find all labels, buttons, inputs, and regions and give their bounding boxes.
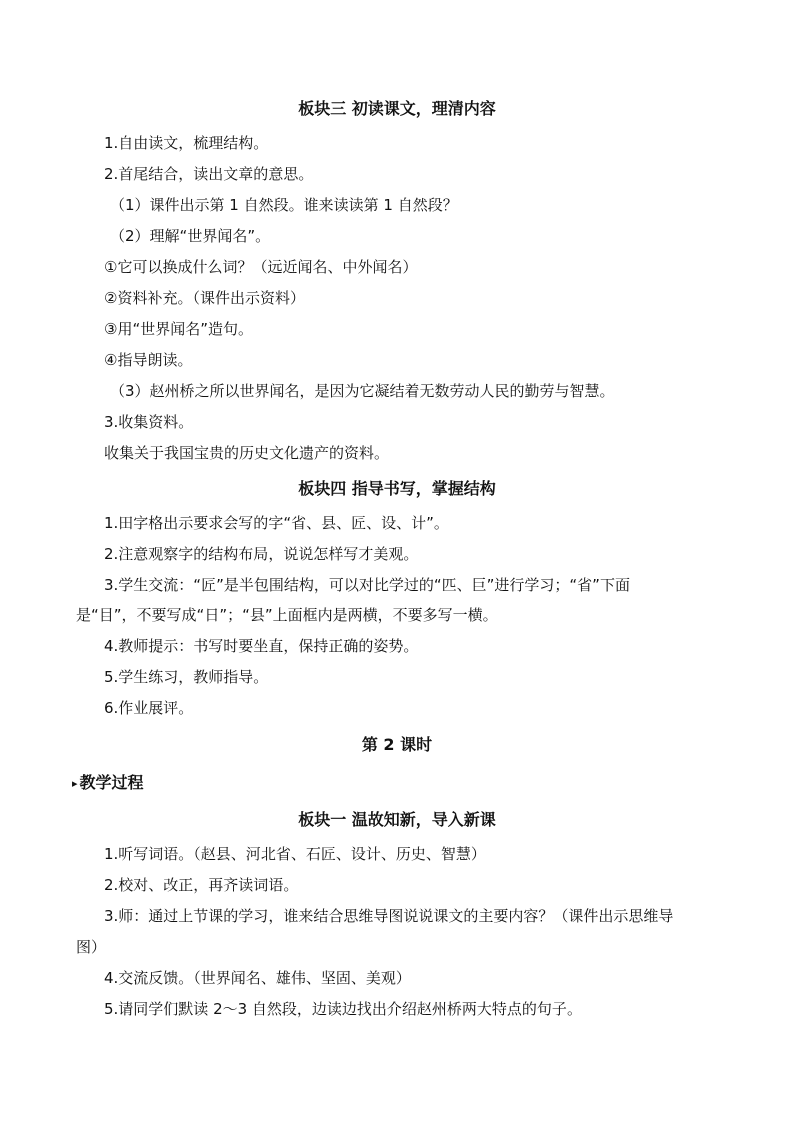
list-item: 2.注意观察字的结构布局，说说怎样写才美观。 (104, 545, 419, 563)
paragraph: 收集关于我国宝贵的历史文化遗产的资料。 (104, 444, 390, 462)
teaching-process-text: 教学过程 (79, 773, 144, 792)
list-item: （2）理解“世界闻名”。 (110, 227, 271, 245)
list-item: 2.首尾结合，读出文章的意思。 (104, 165, 314, 183)
list-item: 3.学生交流：“匠”是半包围结构，可以对比学过的“匹、巨”进行学习；“省”下面 (104, 576, 630, 594)
list-item: 3.师：通过上节课的学习，谁来结合思维导图说说课文的主要内容？（课件出示思维导 (104, 907, 674, 925)
section-heading-block3: 板块三 初读课文，理清内容 (298, 99, 496, 118)
list-item: 1.田字格出示要求会写的字“省、县、匠、设、计”。 (104, 514, 449, 532)
list-item: 1.自由读文，梳理结构。 (104, 134, 269, 152)
list-item: ②资料补充。（课件出示资料） (104, 289, 305, 307)
list-item: 1.听写词语。（赵县、河北省、石匠、设计、历史、智慧） (104, 845, 486, 863)
section-heading-block1: 板块一 温故知新，导入新课 (298, 810, 496, 829)
list-item-continuation: 是“目”，不要写成“日”；“县”上面框内是两横，不要多写一横。 (76, 606, 498, 624)
list-item: 2.校对、改正，再齐读词语。 (104, 876, 299, 894)
list-item: 5.请同学们默读 2～3 自然段，边读边找出介绍赵州桥两大特点的句子。 (104, 1000, 582, 1018)
list-item: （3）赵州桥之所以世界闻名，是因为它凝结着无数劳动人民的勤劳与智慧。 (110, 382, 615, 400)
triangle-marker-icon: ▸ (72, 777, 78, 790)
teaching-process-label (72, 772, 144, 795)
list-item-continuation: 图） (76, 938, 107, 956)
list-item: ①它可以换成什么词？（远近闻名、中外闻名） (104, 258, 418, 276)
list-item: ③用“世界闻名”造句。 (104, 320, 253, 338)
list-item: ④指导朗读。 (104, 351, 193, 369)
list-item: 5.学生练习，教师指导。 (104, 668, 269, 686)
list-item: 4.交流反馈。（世界闻名、雄伟、坚固、美观） (104, 969, 411, 987)
list-item: 4.教师提示：书写时要坐直，保持正确的姿势。 (104, 637, 419, 655)
lesson-title: 第 2 课时 (361, 735, 433, 754)
list-item: （1）课件出示第 1 自然段。谁来读读第 1 自然段？ (110, 196, 458, 214)
list-item: 3.收集资料。 (104, 413, 194, 431)
section-heading-block4: 板块四 指导书写，掌握结构 (298, 479, 496, 498)
list-item: 6.作业展评。 (104, 699, 194, 717)
